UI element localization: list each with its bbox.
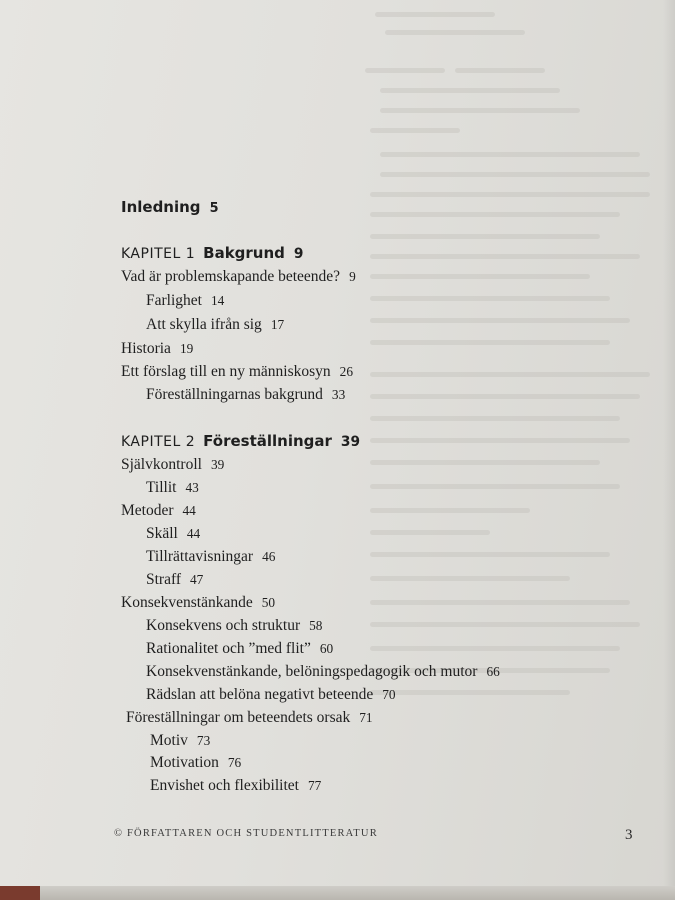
book-cover-edge [0, 886, 40, 900]
toc-entry [121, 363, 353, 381]
toc-entry-title: Skäll [146, 525, 178, 542]
toc-entry-page: 46 [262, 549, 276, 564]
toc-subentry [146, 316, 284, 334]
toc-subentry [146, 686, 396, 704]
toc-entry-page: 70 [382, 687, 396, 702]
chapter-1-label: KAPITEL 1 [121, 246, 196, 262]
toc-intro-page: 5 [209, 201, 219, 216]
chapter-1-page: 9 [293, 246, 304, 262]
toc-entry-page: 76 [227, 755, 242, 770]
toc-entry [121, 340, 193, 358]
toc-entry-page: 60 [319, 641, 334, 656]
toc-subentry [146, 663, 500, 681]
toc-entry-page: 73 [196, 733, 211, 748]
page-number: 3 [625, 827, 633, 843]
toc-entry-title: Farlighet [146, 292, 202, 309]
toc-subentry [146, 479, 199, 497]
toc-subentry [146, 617, 322, 635]
toc-entry-page: 71 [359, 710, 373, 725]
toc-entry-page: 33 [331, 387, 346, 402]
bleed-through-text [345, 0, 665, 720]
toc-entry-title: Straff [146, 571, 182, 588]
toc-entry-title: Envishet och flexibilitet [150, 777, 299, 794]
toc-entry-page: 50 [261, 595, 276, 610]
toc-entry-page: 77 [307, 778, 322, 793]
chapter-2-title: Föreställningar [203, 432, 332, 450]
toc-entry-title: Konsekvens och struktur [146, 617, 301, 634]
toc-subentry [146, 640, 333, 658]
toc-entry-title: Konsekvenstänkande, belöningspedagogik och mutor [146, 663, 478, 680]
toc-entry-page: 43 [185, 480, 199, 495]
toc-entry-page: 9 [349, 269, 356, 284]
toc-entry [126, 709, 373, 727]
toc-entry-title: Rädslan att belöna negativt beteende [146, 686, 374, 703]
toc-subentry [146, 571, 203, 589]
footer-copyright: © FÖRFATTAREN OCH STUDENTLITTERATUR [114, 828, 378, 839]
toc-subentry [146, 386, 345, 404]
chapter-2-heading [121, 432, 360, 451]
toc-entry-title: Motiv [150, 732, 188, 749]
toc-entry-page: 19 [179, 341, 194, 356]
chapter-2-label: KAPITEL 2 [121, 434, 196, 450]
toc-entry-title: Tillrättavisningar [146, 548, 254, 565]
toc-subentry [150, 777, 321, 795]
toc-entry-title: Historia [121, 340, 171, 357]
toc-subentry [150, 754, 241, 772]
toc-entry-page: 44 [182, 503, 196, 518]
toc-entry-page: 14 [210, 293, 225, 308]
toc-entry-title: Rationalitet och ”med flit” [146, 640, 311, 657]
toc-entry-title: Att skylla ifrån sig [146, 316, 262, 333]
toc-entry [121, 268, 356, 286]
toc-entry [121, 594, 275, 612]
toc-entry-page: 26 [339, 364, 353, 379]
toc-entry-title: Konsekvenstänkande [121, 594, 253, 611]
toc-subentry [146, 548, 275, 566]
toc-subentry [150, 732, 210, 750]
toc-subentry [146, 292, 224, 310]
toc-entry-page: 47 [190, 572, 204, 587]
page-edge-shadow [663, 0, 675, 900]
book-bottom-edge [0, 886, 675, 900]
toc-entry-title: Motivation [150, 754, 219, 771]
toc-entry [121, 502, 196, 520]
toc-entry-title: Metoder [121, 502, 174, 519]
toc-intro-title: Inledning [121, 198, 201, 216]
chapter-2-page: 39 [340, 434, 361, 450]
toc-entry-title: Föreställningarnas bakgrund [146, 386, 323, 403]
toc-entry-title: Tillit [146, 479, 177, 496]
toc-entry-title: Självkontroll [121, 456, 202, 473]
toc-entry [121, 456, 224, 474]
toc-subentry [146, 525, 200, 543]
chapter-1-heading [121, 244, 303, 263]
toc-entry-page: 66 [486, 664, 500, 679]
toc-intro [121, 198, 219, 216]
toc-entry-title: Vad är problemskapande beteende? [121, 268, 341, 285]
toc-entry-page: 58 [309, 618, 323, 633]
toc-entry-title: Ett förslag till en ny människosyn [121, 363, 331, 380]
chapter-1-title: Bakgrund [203, 244, 285, 262]
toc-entry-page: 17 [270, 317, 285, 332]
toc-entry-title: Föreställningar om beteendets orsak [126, 709, 351, 726]
toc-entry-page: 44 [186, 526, 201, 541]
toc-entry-page: 39 [210, 457, 225, 472]
